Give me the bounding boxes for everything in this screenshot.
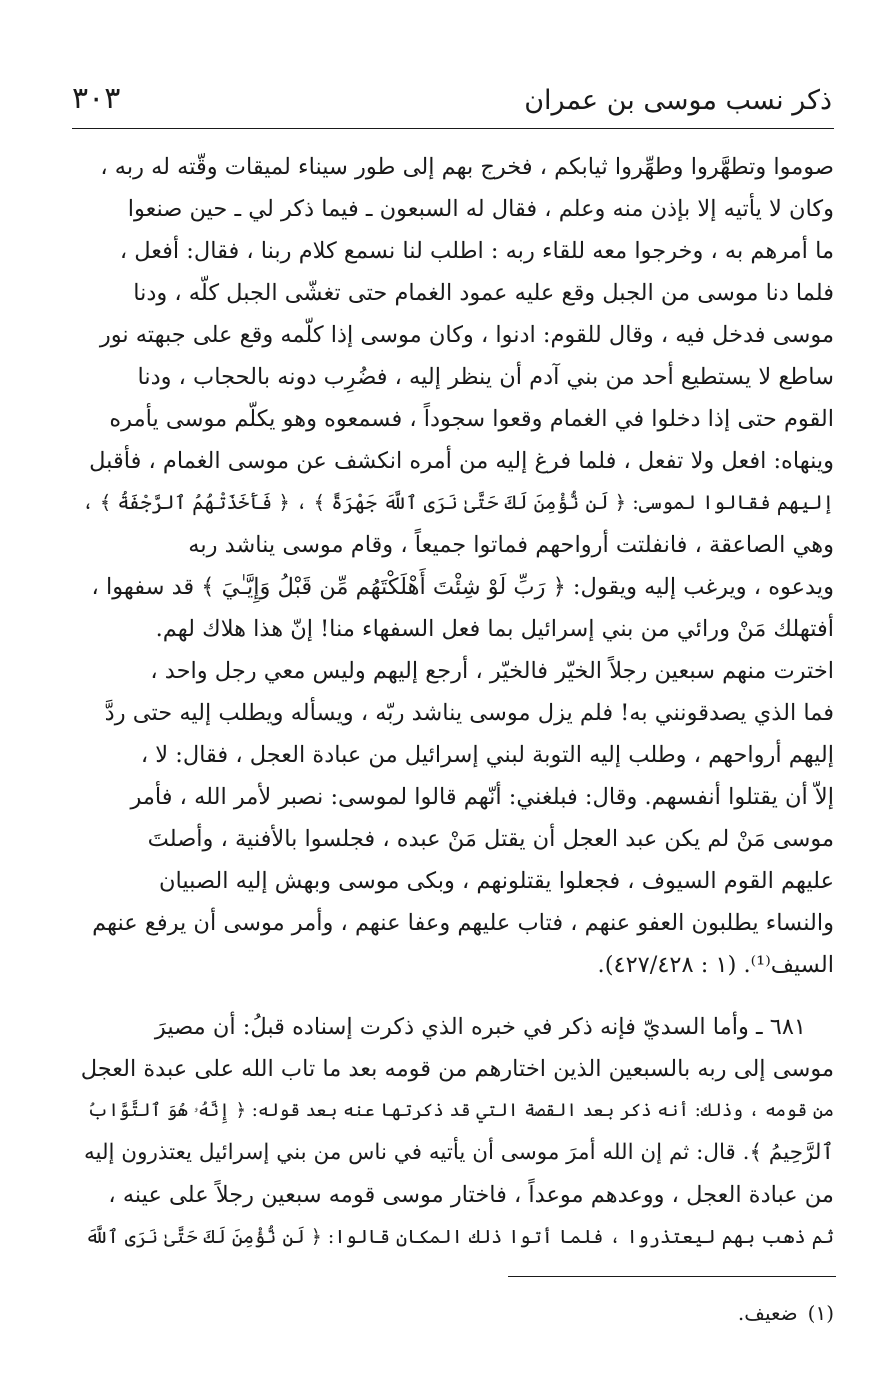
text-line: وينهاه: افعل ولا تفعل ، فلما فرغ إليه من أمره انكشف عن موسى الغمام ، فأقبل <box>89 448 834 474</box>
text-line: القوم حتى إذا دخلوا في الغمام وقعوا سجوداً ، فسمعوه وهو يكلّم موسى يأمره <box>109 406 834 432</box>
text-line: إلاّ أن يقتلوا أنفسهم. وقال: فبلغني: أنّهم قالوا لموسى: نصبر لأمر الله ، فأمر <box>130 784 834 810</box>
page-number: ٣٠٣ <box>72 81 121 116</box>
text-line: والنساء يطلبون العفو عنهم ، فتاب عليهم وعفا عنهم ، وأمر موسى أن يرفع عنهم <box>92 910 834 936</box>
running-title: ذكر نسب موسى بن عمران <box>524 85 832 116</box>
text-line: ٦٨١ ـ وأما السديّ فإنه ذكر في خبره الذي ذكرت إسناده قبلُ: أن مصيرَ <box>154 1014 806 1040</box>
paragraph-681 <box>72 1006 834 1258</box>
text-line: ثم ذهب بهم ليعتذروا ، فلما أتوا ذلك المكان قالوا: ﴿ لَن نُّؤْمِنَ لَكَ حَتَّىٰ نَرَى ٱللَّهَ <box>85 1226 834 1248</box>
text-line: موسى إلى ربه بالسبعين الذين اختارهم من قومه بعد ما تاب الله على عبدة العجل <box>80 1056 834 1082</box>
text-line: إليهم أرواحهم ، وطلب إليه التوبة لبني إسرائيل من عبادة العجل ، فقال: لا ، <box>140 742 834 768</box>
footnote <box>500 1298 834 1328</box>
running-head <box>72 82 832 122</box>
text-line: صوموا وتطهَّروا وطهِّروا ثيابكم ، فخرج بهم إلى طور سيناء لميقات وقّته له ربه ، <box>100 154 834 180</box>
paragraph-narration <box>72 146 834 986</box>
footnote-text: ضعيف. <box>737 1301 798 1325</box>
text-line: موسى فدخل فيه ، وقال للقوم: ادنوا ، وكان موسى إذا كلّمه وقع على جبهته نور <box>99 322 834 348</box>
text-line: إليهم فقالوا لموسى: ﴿ لَن نُّؤْمِنَ لَكَ حَتَّىٰ نَرَى ٱللَّهَ جَهْرَةً ﴾ ، ﴿ فَأَخَذَتْهُمُ ٱلرَّجْفَةُ ﴾ ، <box>82 491 834 514</box>
header-rule <box>72 128 834 129</box>
text-line: عليهم القوم السيوف ، فجعلوا يقتلونهم ، وبكى موسى وبهش إليه الصبيان <box>158 868 834 894</box>
text-line: ما أمرهم به ، وخرجوا معه للقاء ربه : اطلب لنا نسمع كلام ربنا ، فقال: أفعل ، <box>119 238 834 264</box>
text-line: ٱلرَّحِيمُ ﴾. قال: ثم إن الله أمرَ موسى أن يأتيه في ناس من بني إسرائيل يعتذرون إليه <box>83 1140 834 1165</box>
text-line: اخترت منهم سبعين رجلاً الخيّر فالخيّر ، أرجع إليهم وليس معي رجل واحد ، <box>150 658 834 684</box>
text-line: فلما دنا موسى من الجبل وقع عليه عمود الغمام حتى تغشّى الجبل كلّه ، ودنا <box>133 280 834 306</box>
text-line: من قومه ، وذلك: أنه ذكر بعد القصة التي قد ذكرتها عنه بعد قوله: ﴿ إِنَّهُۥ هُوَ ٱلتَّوَّابُ <box>87 1100 834 1121</box>
text-line: فما الذي يصدقونني به! فلم يزل موسى يناشد ربّه ، ويسأله ويطلب إليه حتى ردَّ <box>104 700 834 726</box>
text-line: وهي الصاعقة ، فانفلتت أرواحهم فماتوا جميعاً ، وقام موسى يناشد ربه <box>188 532 834 558</box>
text-line: ويدعوه ، ويرغب إليه ويقول: ﴿ رَبِّ لَوْ شِئْتَ أَهْلَكْتَهُم مِّن قَبْلُ وَإِيَّـٰيَ ﴾ قد سفهوا ، <box>91 574 834 600</box>
footnote-rule <box>508 1276 836 1277</box>
text-line: السيف⁽¹⁾. (١ : ٤٢٧/٤٢٨). <box>597 952 834 978</box>
text-line: ساطع لا يستطيع أحد من بني آدم أن ينظر إليه ، فضُرِب دونه بالحجاب ، ودنا <box>137 364 834 390</box>
footnote-marker: (١) <box>807 1301 834 1325</box>
text-line: موسى مَنْ لم يكن عبد العجل أن يقتل مَنْ عبده ، فجلسوا بالأفنية ، وأصلتَ <box>147 826 834 852</box>
text-line: وكان لا يأتيه إلا بإذن منه وعلم ، فقال له السبعون ـ فيما ذكر لي ـ حين صنعوا <box>127 196 834 222</box>
text-line: أفتهلك مَنْ ورائي من بني إسرائيل بما فعل السفهاء منا! إنّ هذا هلاك لهم. <box>155 616 834 642</box>
text-line: من عبادة العجل ، ووعدهم موعداً ، فاختار موسى قومه سبعين رجلاً على عينه ، <box>108 1182 834 1208</box>
